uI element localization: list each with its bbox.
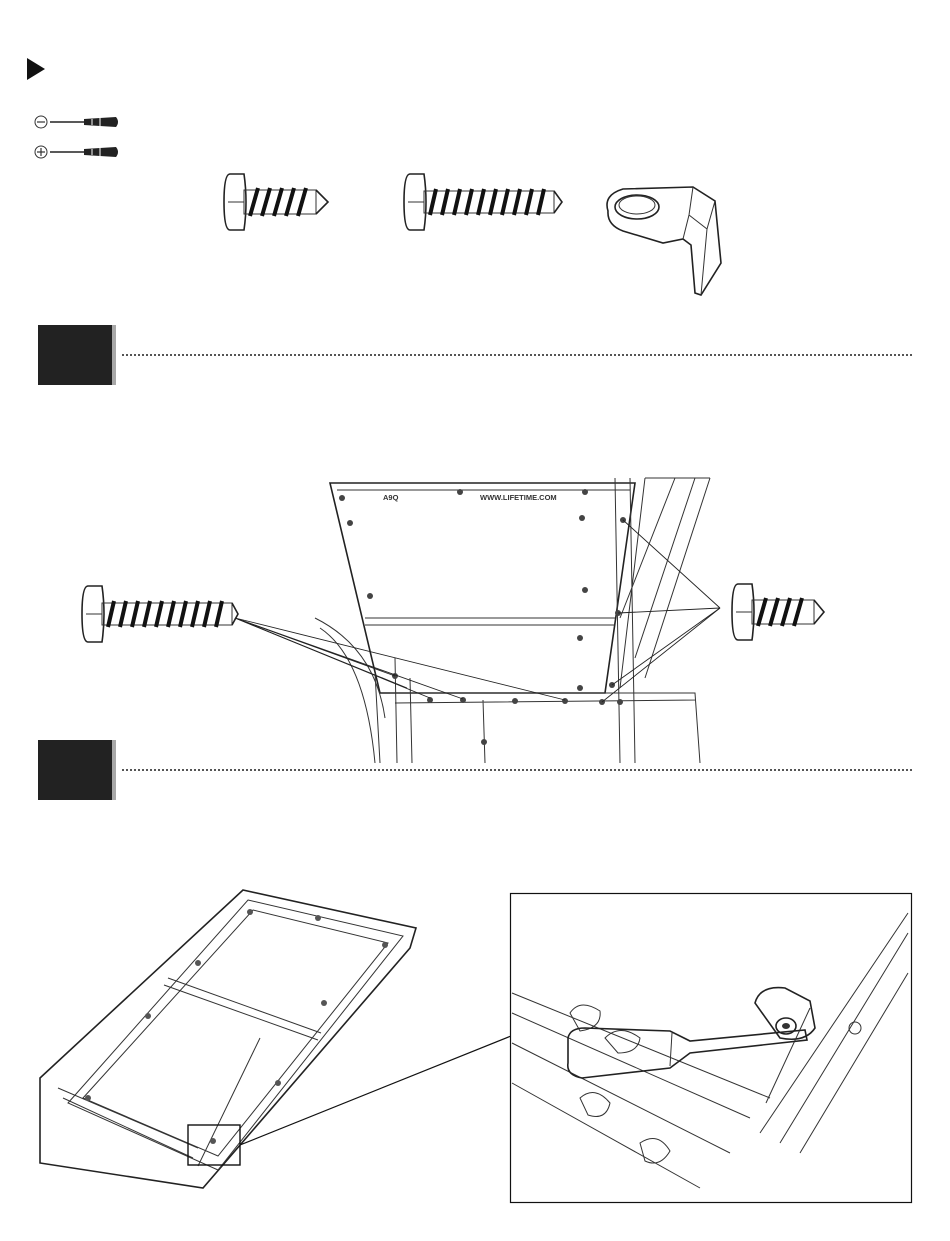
website-label: WWW.LIFETIME.COM <box>480 493 557 502</box>
panel-overview-illustration <box>38 888 423 1208</box>
play-triangle-icon <box>27 58 47 80</box>
long-screw-callout-icon <box>82 586 238 642</box>
short-pan-head-screw-icon <box>222 172 332 234</box>
phillips-screwdriver-icon <box>34 143 119 161</box>
hinge-bracket-icon <box>603 183 728 301</box>
step-2-divider <box>122 769 912 771</box>
step-1-divider <box>122 354 912 356</box>
roof-panel-illustration <box>75 478 855 763</box>
flathead-screwdriver-icon <box>34 113 119 131</box>
step-2-number-box <box>38 740 112 800</box>
short-screw-callout-icon <box>732 584 824 640</box>
screwdriver-detail-illustration <box>510 893 912 1203</box>
step-1-number-box <box>38 325 112 385</box>
long-pan-head-screw-icon <box>402 172 567 234</box>
panel-code-label: A9Q <box>383 493 399 502</box>
